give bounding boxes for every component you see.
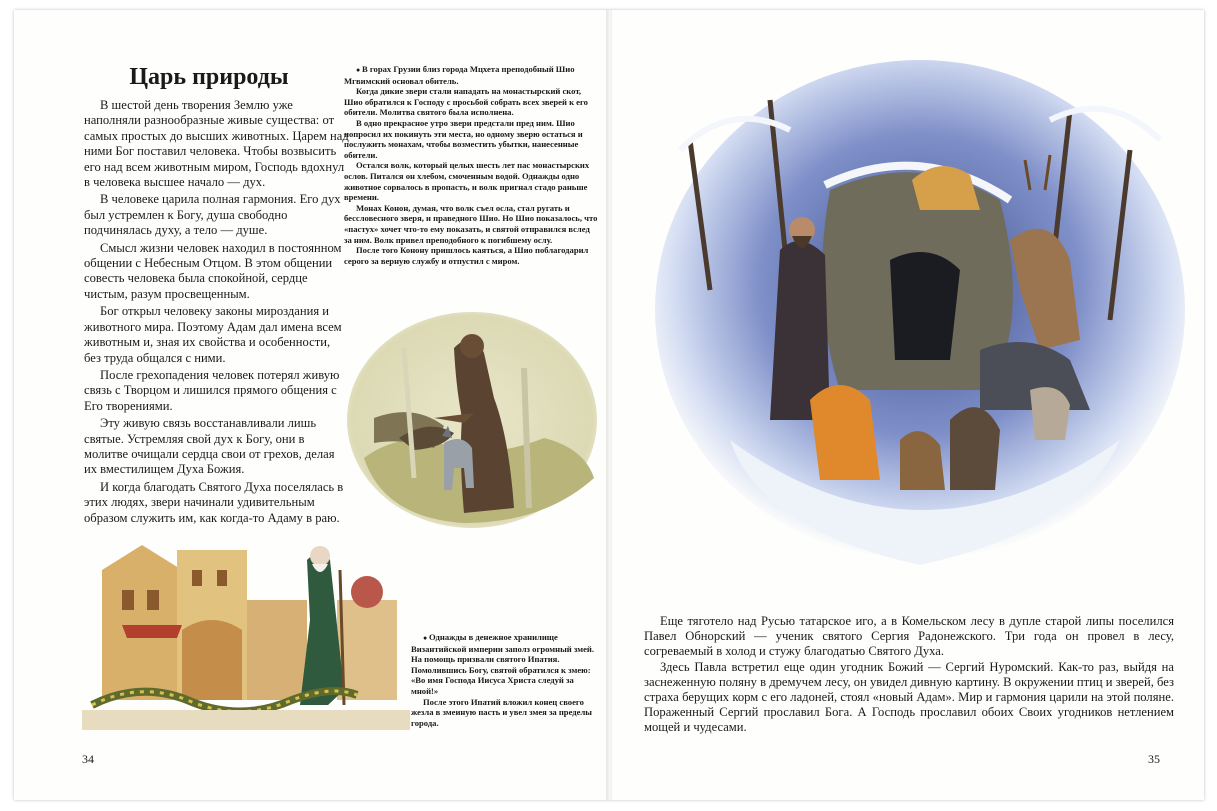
right-text [644,614,1174,736]
story-paragraph: После этого Ипатий вложил конец своего жезла в змеиную пасть и увел змея за пределы города. [411,696,592,728]
right-page [612,10,1204,800]
page-number: 34 [82,752,94,766]
side-paragraph: Остался волк, который целых шесть лет пас монастырских ослов. Питался он хлебом, смоченным водой. Однажды одно животное сорвалось в пропасть, и волк пригнал стадо раньше времени. [344,160,590,203]
paragraph: В человеке царила полная гармония. Его дух был устремлен к Богу, душа свободно подчинялась духу, а тело — душе. [84,192,341,238]
page-number: 35 [1148,752,1160,766]
saint-serpent-illustration [82,530,410,730]
paragraph: Еще тяготело над Русью татарское иго, а в Комельском лесу в дупле старой липы поселился Павел Обнорский — ученик святого Сергия Радонежского. Три года он провел в лесу, согреваемый в холод и стужу благодатью Святого Духа. [644,614,1174,659]
side-paragraph: Монах Конон, думая, что волк съел осла, стал ругать и бессловесного зверя, и праведного Шио. Но Шио показалось, что «пастух» хочет что-то ему показать, и святой отправился вслед за ним. Волк привел преподобного к погибшему ослу. [344,202,598,245]
paragraph: После грехопадения человек потерял живую связь с Творцом и лишился прямого общения с Его творениями. [84,367,340,413]
story-paragraph: ● Однажды в денежное хранилище Византийской империи заполз огромный змей. На помощь призвали святого Ипатия. Помолившись Богу, святой обратился к змею: «Во имя Господа Иисуса Христа следуй за мной!» [411,632,601,697]
bottom-story [411,632,601,728]
side-paragraph: Когда дикие звери стали нападать на монастырский скот, Шио обратился к Господу с просьбой собрать всех зверей к его обители. Молитва святого была исполнена. [344,86,588,118]
side-paragraph: ● В горах Грузии близ города Мцхета преподобный Шио Мгвимский основал обитель. [344,64,599,86]
paragraph: Бог открыл человеку законы мироздания и животного мира. Поэтому Адам дал имена всем животным и, зная их свойства и особенности, без труда общался с ними. [84,304,342,365]
monk-wolf-illustration [344,308,599,530]
paragraph: Здесь Павла встретил еще один угодник Божий — Сергий Нуромский. Как-то раз, выйдя на заснеженную поляну в дремучем лесу, он увидел дивную картину. В окружении птиц и зверей, без страха берущих корм с его ладоней, стоял «новый Адам». Мир и гармония царили на этой поляне. Пораженный Сергий прославил Бога. А Господь прославил обоих Своих угодников нетлением мощей и чудесами. [644,659,1174,735]
paragraph: В шестой день творения Землю уже наполняли разнообразные живые существа: от самых простых до высших животных. Царем над ними Бог поставил человека. Чтобы возвысить его над всем животным миром, Господь вдохнул в человека высшее начало — дух. [84,98,349,190]
paragraph: Смысл жизни человек находил в постоянном общении с Небесным Отцом. В этом общении совесть человека была спокойной, сердце чистым, разум просвещенным. [84,240,342,301]
main-text [84,98,349,528]
side-paragraph: В одно прекрасное утро звери предстали пред ним. Шио попросил их покинуть эти места, но одному зверю остаться и послужить монахам, чтобы возместить убытки, нанесенные обители. [344,117,583,160]
left-page [14,10,608,800]
book-spread [14,10,1204,800]
page-title: Царь природы [129,64,289,90]
side-story [344,64,599,266]
side-paragraph: После того Конону пришлось каяться, а Шио поблагодарил серого за верную службу и отпустил с миром. [344,245,589,266]
paragraph: И когда благодать Святого Духа поселялась в этих людях, звери начинали удивительным образом служить им, как когда-то Адаму в раю. [84,479,344,525]
paragraph: Эту живую связь восстанавливали лишь святые. Устремляя свой дух к Богу, они в молитве очищали сердца свои от грехов, делая их вместилищем Духа Божия. [84,416,335,477]
winter-forest-illustration [650,60,1190,600]
